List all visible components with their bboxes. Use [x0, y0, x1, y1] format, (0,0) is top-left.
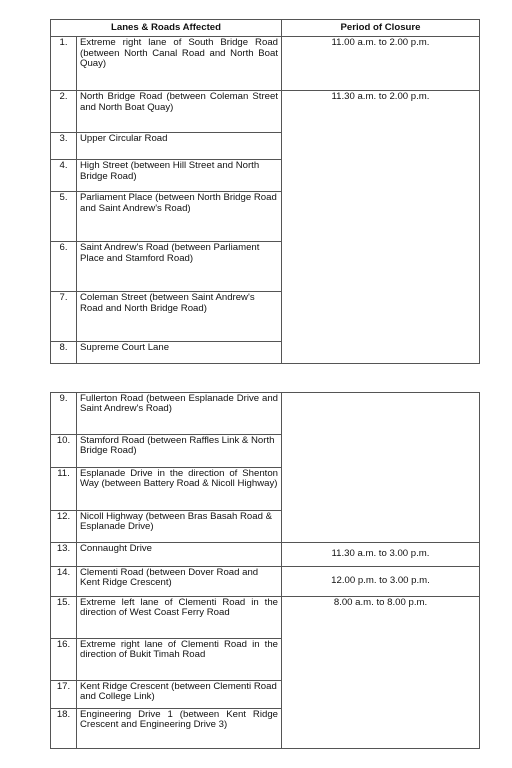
road-name: Fullerton Road (between Esplanade Drive and Saint Andrew's Road): [77, 393, 282, 435]
table-row: [51, 393, 480, 435]
table-row: [51, 91, 480, 133]
closure-period: 11.30 a.m. to 3.00 p.m.: [282, 543, 480, 567]
closure-table-part-1: [50, 19, 480, 364]
road-name: Kent Ridge Crescent (between Clementi Road and College Link): [77, 681, 282, 709]
closure-table-part-2: [50, 392, 480, 749]
row-number: 8.: [51, 342, 77, 364]
road-name: Engineering Drive 1 (between Kent Ridge Crescent and Engineering Drive 3): [77, 709, 282, 749]
road-name: Stamford Road (between Raffles Link & North Bridge Road): [77, 435, 282, 468]
road-name: Connaught Drive: [77, 543, 282, 567]
road-name: Coleman Street (between Saint Andrew's Road and North Bridge Road): [77, 292, 282, 342]
row-number: 12.: [51, 511, 77, 543]
table-row: [51, 567, 480, 597]
row-number: 6.: [51, 242, 77, 292]
table-row: [51, 597, 480, 639]
row-number: 7.: [51, 292, 77, 342]
table-row: [51, 37, 480, 91]
row-number: 18.: [51, 709, 77, 749]
row-number: 14.: [51, 567, 77, 597]
road-name: Esplanade Drive in the direction of Shenton Way (between Battery Road & Nicoll Highway): [77, 468, 282, 511]
header-roads: Lanes & Roads Affected: [51, 20, 282, 37]
table-row: [51, 543, 480, 567]
road-name: Nicoll Highway (between Bras Basah Road & Esplanade Drive): [77, 511, 282, 543]
closure-period: 8.00 a.m. to 8.00 p.m.: [282, 597, 480, 749]
closure-period: 11.00 a.m. to 2.00 p.m.: [282, 37, 480, 91]
row-number: 1.: [51, 37, 77, 91]
row-number: 16.: [51, 639, 77, 681]
road-name: Extreme left lane of Clementi Road in the direction of West Coast Ferry Road: [77, 597, 282, 639]
closure-period: [282, 393, 480, 543]
row-number: 17.: [51, 681, 77, 709]
row-number: 15.: [51, 597, 77, 639]
road-name: Parliament Place (between North Bridge Road and Saint Andrew's Road): [77, 192, 282, 242]
road-name: Saint Andrew's Road (between Parliament Place and Stamford Road): [77, 242, 282, 292]
road-name: High Street (between Hill Street and North Bridge Road): [77, 160, 282, 192]
row-number: 10.: [51, 435, 77, 468]
road-name: Supreme Court Lane: [77, 342, 282, 364]
row-number: 2.: [51, 91, 77, 133]
table-header-row: [51, 20, 480, 37]
header-period: Period of Closure: [282, 20, 480, 37]
road-name: North Bridge Road (between Coleman Street and North Boat Quay): [77, 91, 282, 133]
road-name: Upper Circular Road: [77, 133, 282, 160]
row-number: 3.: [51, 133, 77, 160]
row-number: 4.: [51, 160, 77, 192]
row-number: 13.: [51, 543, 77, 567]
closure-period: 11.30 a.m. to 2.00 p.m.: [282, 91, 480, 364]
row-number: 5.: [51, 192, 77, 242]
row-number: 9.: [51, 393, 77, 435]
row-number: 11.: [51, 468, 77, 511]
road-name: Clementi Road (between Dover Road and Kent Ridge Crescent): [77, 567, 282, 597]
road-name: Extreme right lane of Clementi Road in the direction of Bukit Timah Road: [77, 639, 282, 681]
road-name: Extreme right lane of South Bridge Road (between North Canal Road and North Boat Quay): [77, 37, 282, 91]
closure-period: 12.00 p.m. to 3.00 p.m.: [282, 567, 480, 597]
